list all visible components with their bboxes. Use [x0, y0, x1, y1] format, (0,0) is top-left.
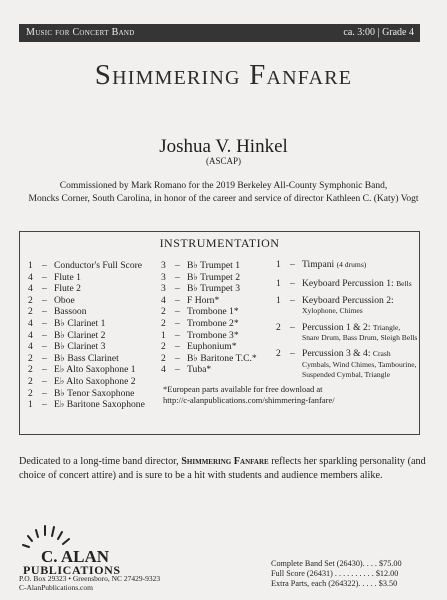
description-title: Shimmering Fanfare — [181, 456, 269, 467]
dash-separator: – — [42, 294, 47, 306]
price-extra-parts: Extra Parts, each (264322). . . . . $3.50 — [271, 579, 398, 588]
instrumentation-column-woodwinds — [28, 260, 145, 411]
publisher-website[interactable]: C-AlanPublications.com — [19, 583, 93, 592]
dash-separator: – — [42, 329, 47, 341]
dash-separator: – — [175, 352, 180, 364]
dash-separator: – — [42, 283, 47, 295]
part-count: 2 — [28, 306, 33, 318]
part-count: 3 — [161, 271, 166, 283]
dash-separator: – — [42, 306, 47, 318]
instrument-label: Flute 1 — [54, 271, 81, 283]
instrument-name — [54, 388, 134, 399]
part-count: 2 — [161, 341, 166, 353]
instrument-name — [54, 272, 81, 283]
dash-separator: – — [42, 375, 47, 387]
instrument-row — [161, 272, 257, 284]
dash-separator: – — [175, 294, 180, 306]
instrument-detail: Crash Cymbals, Wind Chimes, Tambourine, Suspended Cymbal, Triangle — [302, 349, 417, 380]
instrument-label: E♭ Baritone Saxophone — [54, 399, 145, 411]
dash-separator: – — [175, 317, 180, 329]
instrument-row — [276, 323, 418, 344]
instrument-row — [276, 260, 418, 270]
instrument-name — [302, 296, 418, 317]
instrument-detail: (4 drums) — [336, 260, 367, 269]
instrument-detail: Xylophone, Chimes — [302, 306, 363, 316]
instrument-name — [54, 364, 136, 375]
dash-separator: – — [42, 387, 47, 399]
instrument-label: Tuba* — [187, 364, 212, 376]
instrument-row — [161, 353, 257, 365]
commission-note — [20, 180, 427, 206]
description-before: Dedicated to a long-time band director, — [19, 456, 182, 467]
instrument-row — [28, 341, 145, 353]
price-full-score: Full Score (26431) . . . . . . . . . . $12.00 — [271, 569, 399, 578]
instrument-name — [187, 341, 237, 352]
part-count: 3 — [161, 283, 166, 295]
instrument-label: B♭ Baritone T.C.* — [187, 352, 257, 364]
dash-separator: – — [42, 271, 47, 283]
series-label: Music for Concert Band — [26, 27, 135, 38]
part-count: 4 — [161, 364, 166, 376]
instrument-row — [28, 318, 145, 330]
part-count: 2 — [28, 375, 33, 387]
instrument-label: Euphonium* — [187, 341, 237, 353]
instrument-row — [28, 353, 145, 365]
part-count: 4 — [28, 271, 33, 283]
composer-affiliation: (ASCAP) — [205, 156, 241, 166]
instrument-label: Flute 2 — [54, 283, 81, 295]
instrument-label: Trombone 3* — [187, 329, 239, 341]
instrument-label: F Horn* — [187, 294, 220, 306]
logo-line-2: PUBLICATIONS — [23, 563, 121, 577]
instrument-name — [187, 318, 239, 329]
instrumentation-box — [19, 231, 420, 435]
part-count: 2 — [161, 317, 166, 329]
dash-separator: – — [42, 317, 47, 329]
duration-grade-label: ca. 3:00 | Grade 4 — [343, 27, 414, 38]
european-parts-line-1: *European parts available for free download at — [163, 384, 323, 394]
dash-separator: – — [42, 341, 47, 353]
instrument-label: Oboe — [54, 294, 75, 306]
instrument-row — [28, 260, 145, 272]
instrument-detail: Bells — [396, 279, 412, 289]
instrumentation-title: INSTRUMENTATION — [159, 236, 280, 250]
dash-separator: – — [175, 271, 180, 283]
dash-separator: – — [175, 283, 180, 295]
part-count: 1 — [28, 399, 33, 411]
instrument-name — [54, 353, 119, 364]
part-count: 1 — [276, 294, 281, 306]
instrument-row — [28, 330, 145, 342]
instrument-label: B♭ Tenor Saxophone — [54, 387, 135, 399]
instrument-row — [28, 306, 145, 318]
dash-separator: – — [290, 278, 295, 290]
instrument-name — [54, 283, 81, 294]
instrument-row — [28, 295, 145, 307]
instrument-row — [28, 388, 145, 400]
instrument-name — [187, 283, 240, 294]
instrument-label: Keyboard Percussion 1: — [302, 278, 394, 290]
publisher-address — [19, 574, 160, 592]
part-count: 1 — [28, 260, 33, 271]
publisher-logo-graphic — [19, 521, 139, 577]
part-count: 2 — [28, 352, 33, 364]
part-count: 4 — [28, 341, 33, 353]
dash-separator: – — [42, 352, 47, 364]
instrument-row — [161, 318, 257, 330]
commission-line-1: Commissioned by Mark Romano for the 2019 Berkeley All-County Symphonic Band, — [59, 181, 388, 191]
instrument-name — [302, 349, 418, 380]
part-count: 2 — [161, 306, 166, 318]
instrument-label: B♭ Clarinet 3 — [54, 341, 106, 353]
instrument-label: Timpani — [302, 259, 335, 270]
instrument-name — [54, 295, 75, 306]
dash-separator: – — [290, 348, 295, 360]
part-count: 2 — [276, 348, 281, 360]
european-parts-note — [163, 384, 335, 405]
instrument-name — [187, 295, 219, 306]
part-count: 2 — [28, 387, 33, 399]
instrument-name — [187, 260, 240, 271]
description-after: reflects her sparkling personality (and choice of concert attire) and is sure to be a hit with students and audience members alike. — [19, 456, 426, 481]
piece-title: Shimmering Fanfare — [94, 59, 353, 91]
instrument-row — [28, 399, 145, 411]
composer-name: Joshua V. Hinkel — [159, 136, 288, 157]
dash-separator: – — [175, 306, 180, 318]
dash-separator: – — [175, 329, 180, 341]
part-count: 1 — [161, 329, 166, 341]
instrument-row — [28, 376, 145, 388]
instrument-row — [161, 295, 257, 307]
instrument-name — [302, 323, 418, 344]
part-count: 2 — [276, 321, 281, 333]
instrument-row — [28, 283, 145, 295]
part-count: 2 — [28, 294, 33, 306]
instrument-label: Conductor's Full Score — [54, 260, 143, 271]
instrument-name — [54, 318, 105, 329]
instrument-row — [28, 364, 145, 376]
part-count: 2 — [161, 352, 166, 364]
series-header-bar — [19, 24, 420, 42]
instrument-name — [54, 341, 105, 352]
dash-separator: – — [175, 364, 180, 376]
instrument-label: Percussion 3 & 4: — [302, 348, 371, 360]
instrument-label: Trombone 1* — [187, 306, 239, 318]
instrument-label: B♭ Trumpet 2 — [187, 271, 241, 283]
dash-separator: – — [42, 260, 47, 271]
address-line-1: P.O. Box 29323 • Greensboro, NC 27429-9323 — [19, 574, 161, 583]
instrumentation-column-brass — [161, 260, 257, 376]
instrument-row — [161, 306, 257, 318]
part-count: 4 — [28, 329, 33, 341]
instrument-name — [187, 272, 240, 283]
part-count: 4 — [28, 283, 33, 295]
instrument-name — [187, 330, 239, 341]
dash-separator: – — [175, 260, 180, 271]
instrument-label: B♭ Clarinet 1 — [54, 317, 106, 329]
part-count: 1 — [276, 259, 281, 270]
part-count: 3 — [161, 260, 166, 271]
instrument-label: Bassoon — [54, 306, 87, 318]
dash-separator: – — [42, 364, 47, 376]
price-list — [271, 559, 402, 589]
instrument-name — [54, 306, 87, 317]
logo-line-1: C. ALAN — [41, 547, 110, 566]
instrument-row — [161, 341, 257, 353]
instrument-row — [161, 330, 257, 342]
dash-separator: – — [290, 259, 295, 270]
instrument-label: E♭ Alto Saxophone 2 — [54, 375, 136, 387]
instrument-name — [187, 353, 257, 364]
piece-description — [19, 455, 429, 483]
instrument-row — [276, 296, 418, 317]
instrument-name — [54, 330, 105, 341]
part-count: 1 — [276, 278, 281, 290]
dash-separator: – — [42, 399, 47, 411]
instrument-name — [302, 279, 418, 289]
download-url[interactable]: http://c-alanpublications.com/shimmering-fanfare/ — [163, 394, 335, 405]
part-count: 2 — [28, 364, 33, 376]
instrument-name — [187, 364, 211, 375]
commission-line-2: Moncks Corner, South Carolina, in honor of the career and service of director Kathleen C. (Katy) Vogt — [28, 194, 419, 204]
dash-separator: – — [290, 321, 295, 333]
instrument-label: Percussion 1 & 2: — [302, 321, 371, 333]
instrument-row — [276, 349, 418, 380]
instrument-label: B♭ Clarinet 2 — [54, 329, 106, 341]
instrument-label: B♭ Trumpet 1 — [187, 260, 241, 271]
part-count: 4 — [28, 317, 33, 329]
instrument-label: B♭ Bass Clarinet — [54, 352, 119, 364]
instrument-label: Keyboard Percussion 2: — [302, 294, 394, 306]
instrument-row — [28, 272, 145, 284]
dash-separator: – — [290, 294, 295, 306]
instrument-row — [161, 260, 257, 272]
instrument-name — [187, 306, 239, 317]
instrument-detail: Triangle, Snare Drum, Bass Drum, Sleigh Bells — [302, 322, 418, 343]
instrument-name — [54, 376, 136, 387]
price-complete-set: Complete Band Set (26430). . . . $75.00 — [271, 559, 402, 568]
dash-separator: – — [175, 341, 180, 353]
instrument-name — [54, 260, 142, 271]
instrument-name — [54, 399, 145, 410]
instrument-label: Trombone 2* — [187, 317, 239, 329]
instrument-name — [302, 260, 418, 270]
instrument-label: E♭ Alto Saxophone 1 — [54, 364, 136, 376]
instrument-label: B♭ Trumpet 3 — [187, 283, 241, 295]
part-count: 4 — [161, 294, 166, 306]
instrument-row — [276, 279, 418, 289]
instrumentation-column-percussion — [276, 260, 418, 387]
instrument-row — [161, 364, 257, 376]
instrument-row — [161, 283, 257, 295]
